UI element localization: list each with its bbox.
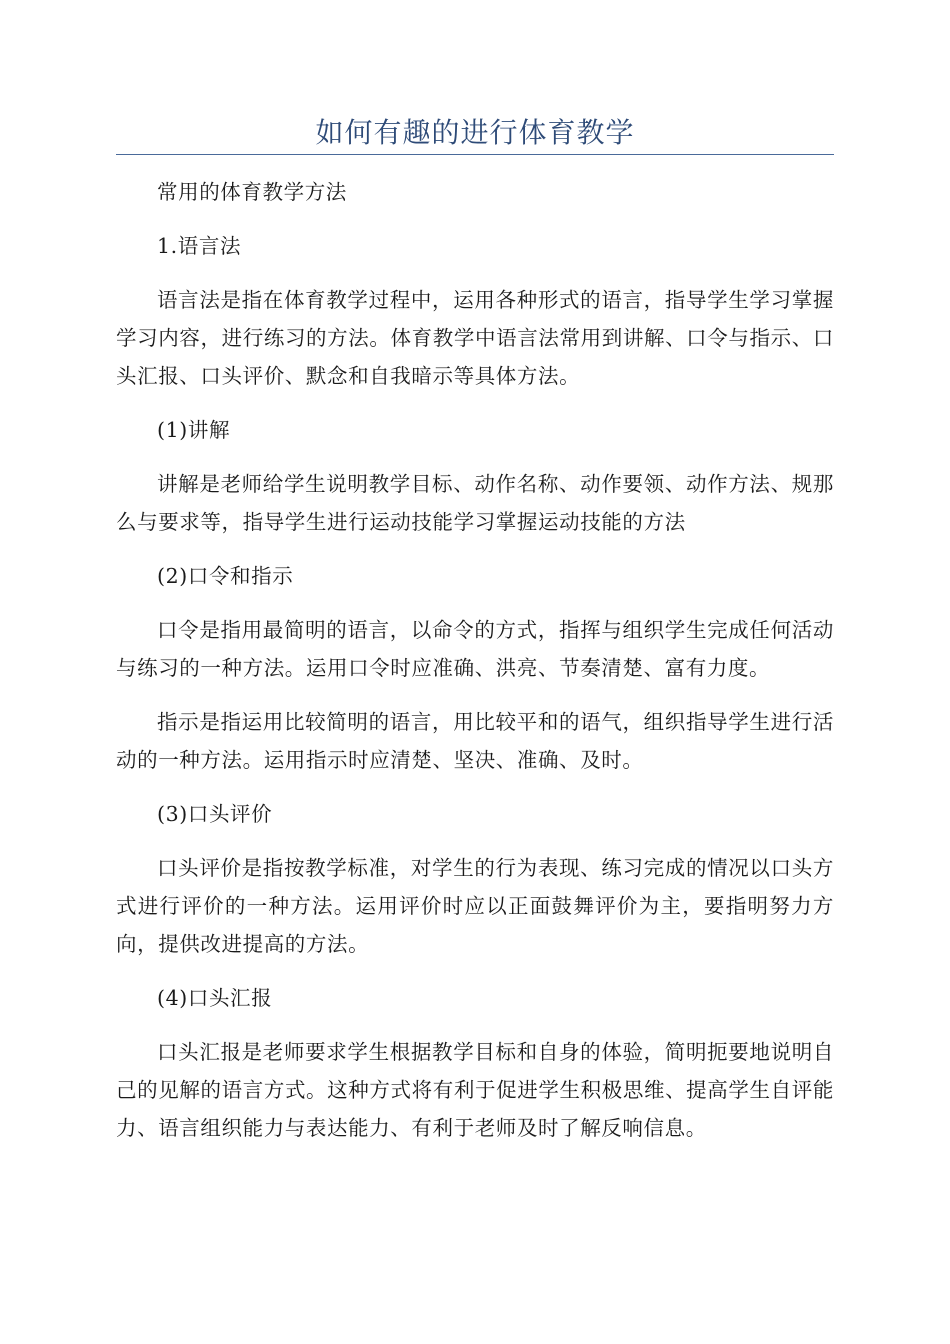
body-paragraph: 指示是指运用比较简明的语言，用比较平和的语气，组织指导学生进行活动的一种方法。运用指示时应清楚、坚决、准确、及时。 bbox=[116, 710, 834, 772]
body-paragraph: 口令是指用最简明的语言，以命令的方式，指挥与组织学生完成任何活动与练习的一种方法。运用口令时应准确、洪亮、节奏清楚、富有力度。 bbox=[116, 618, 834, 680]
section-heading: (1)讲解 bbox=[157, 418, 231, 442]
document-page bbox=[116, 0, 834, 1163]
section-heading: (3)口头评价 bbox=[157, 802, 273, 826]
document-body bbox=[116, 173, 834, 1147]
body-paragraph: 语言法是指在体育教学过程中，运用各种形式的语言，指导学生学习掌握学习内容，进行练习的方法。体育教学中语言法常用到讲解、口令与指示、口头汇报、口头评价、默念和自我暗示等具体方法。 bbox=[116, 288, 834, 388]
title-underline bbox=[116, 154, 834, 155]
body-paragraph: 口头评价是指按教学标准，对学生的行为表现、练习完成的情况以口头方式进行评价的一种方法。运用评价时应以正面鼓舞评价为主，要指明努力方向，提供改进提高的方法。 bbox=[116, 856, 834, 956]
body-paragraph: 讲解是老师给学生说明教学目标、动作名称、动作要领、动作方法、规那么与要求等，指导学生进行运动技能学习掌握运动技能的方法 bbox=[116, 472, 834, 534]
section-heading: 常用的体育教学方法 bbox=[157, 180, 347, 204]
section-heading: 1.语言法 bbox=[157, 234, 242, 258]
section-heading: (4)口头汇报 bbox=[157, 986, 273, 1010]
body-paragraph: 口头汇报是老师要求学生根据教学目标和自身的体验，简明扼要地说明自己的见解的语言方式。这种方式将有利于促进学生积极思维、提高学生自评能力、语言组织能力与表达能力、有利于老师及时了解反响信息。 bbox=[116, 1040, 834, 1140]
document-title: 如何有趣的进行体育教学 bbox=[315, 116, 635, 149]
section-heading: (2)口令和指示 bbox=[157, 564, 294, 588]
